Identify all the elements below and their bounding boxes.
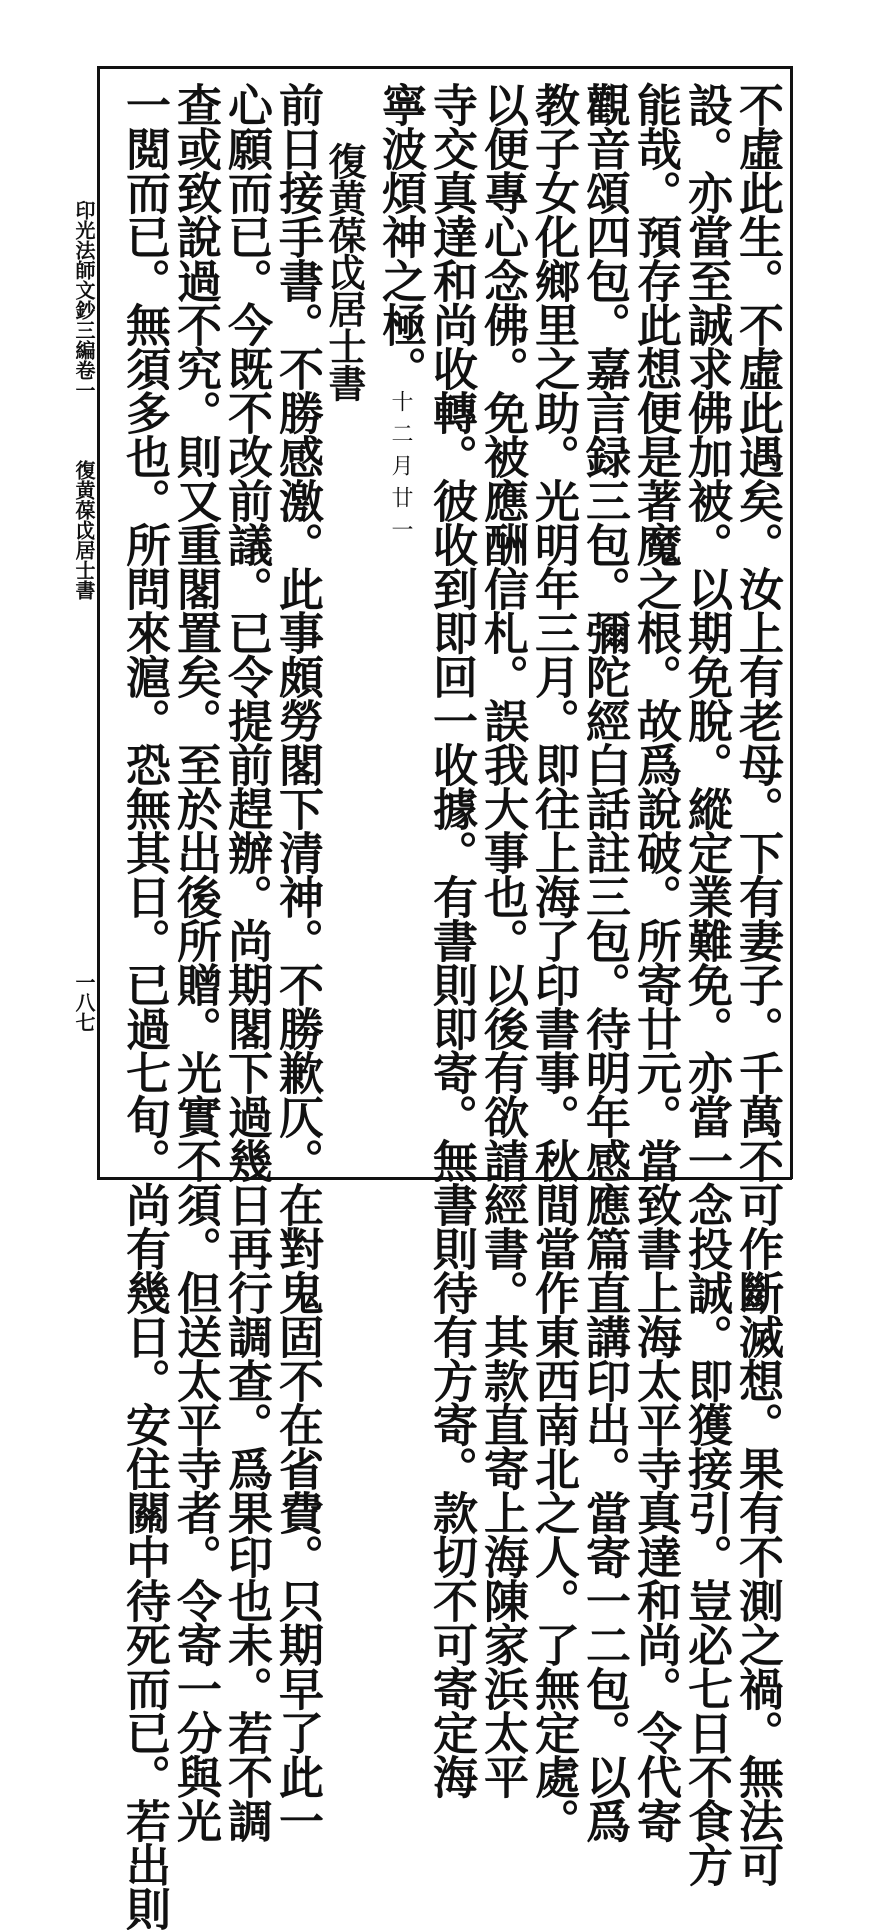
date-note: 十二月廿一: [388, 390, 413, 550]
page-border-right: [790, 66, 793, 1179]
text-column-9: 前日接手書。不勝感激。此事頗勞閣下清神。不勝歉仄。在對鬼固不在省費。只期早了此一: [271, 82, 324, 1842]
text-column-1: 不虛此生。不虛此遇矣。汝上有老母。下有妻子。千萬不可作斷滅想。果有不測之禍。無法可: [731, 82, 784, 1886]
page-number: 一八七: [72, 972, 96, 1032]
text-column-6: 以便專心念佛。免被應酬信札。誤我大事也。以後有欲請經書。其款直寄上海陳家浜太平: [476, 82, 529, 1798]
text-column-5: 教子女化鄉里之助。光明年三月。即往上海了印書事。秋間當作東西南北之人。了無定處。: [527, 82, 580, 1842]
text-column-8: [375, 82, 425, 550]
section-title: 復黄葆戉居士書: [72, 460, 96, 600]
text-column-10: 心願而已。今既不改前議。已令提前趕辦。尚期閣下過幾日再行調查。爲果印也未。若不調: [220, 82, 273, 1842]
page-border-left: [97, 66, 100, 1179]
page-border-top: [97, 66, 792, 69]
book-title: 印光法師文鈔三編卷一: [72, 200, 96, 400]
text-column-4: 觀音頌四包。嘉言録三包。彌陀經白話註三包。待明年感應篇直講印出。當寄一二包。以爲: [578, 82, 631, 1842]
letter-heading: 復黄葆戉居士書: [322, 142, 367, 401]
text-column-2: 設。亦當至誠求佛加被。以期免脫。縱定業難免。亦當一念投誠。即獲接引。豈必七日不食方: [680, 82, 733, 1886]
text-column-8-text: 寧波煩神之極。: [374, 82, 427, 390]
text-column-7: 寺交真達和尚收轉。彼收到即回一收據。有書則即寄。無書則待有方寄。款切不可寄定海: [425, 82, 478, 1798]
text-column-12: 一閲而已。無須多也。所問來滬。恐無其日。已過七旬。尚有幾日。安住關中待死而已。若出則: [118, 82, 171, 1930]
text-column-3: 能哉。預存此想便是著魔之根。故爲說破。所寄廿元。當致書上海太平寺真達和尚。令代寄: [629, 82, 682, 1842]
text-column-11: 查或致說過不究。則又重閣置矣。至於出後所贈。光實不須。但送太平寺者。令寄一分與光: [169, 82, 222, 1842]
